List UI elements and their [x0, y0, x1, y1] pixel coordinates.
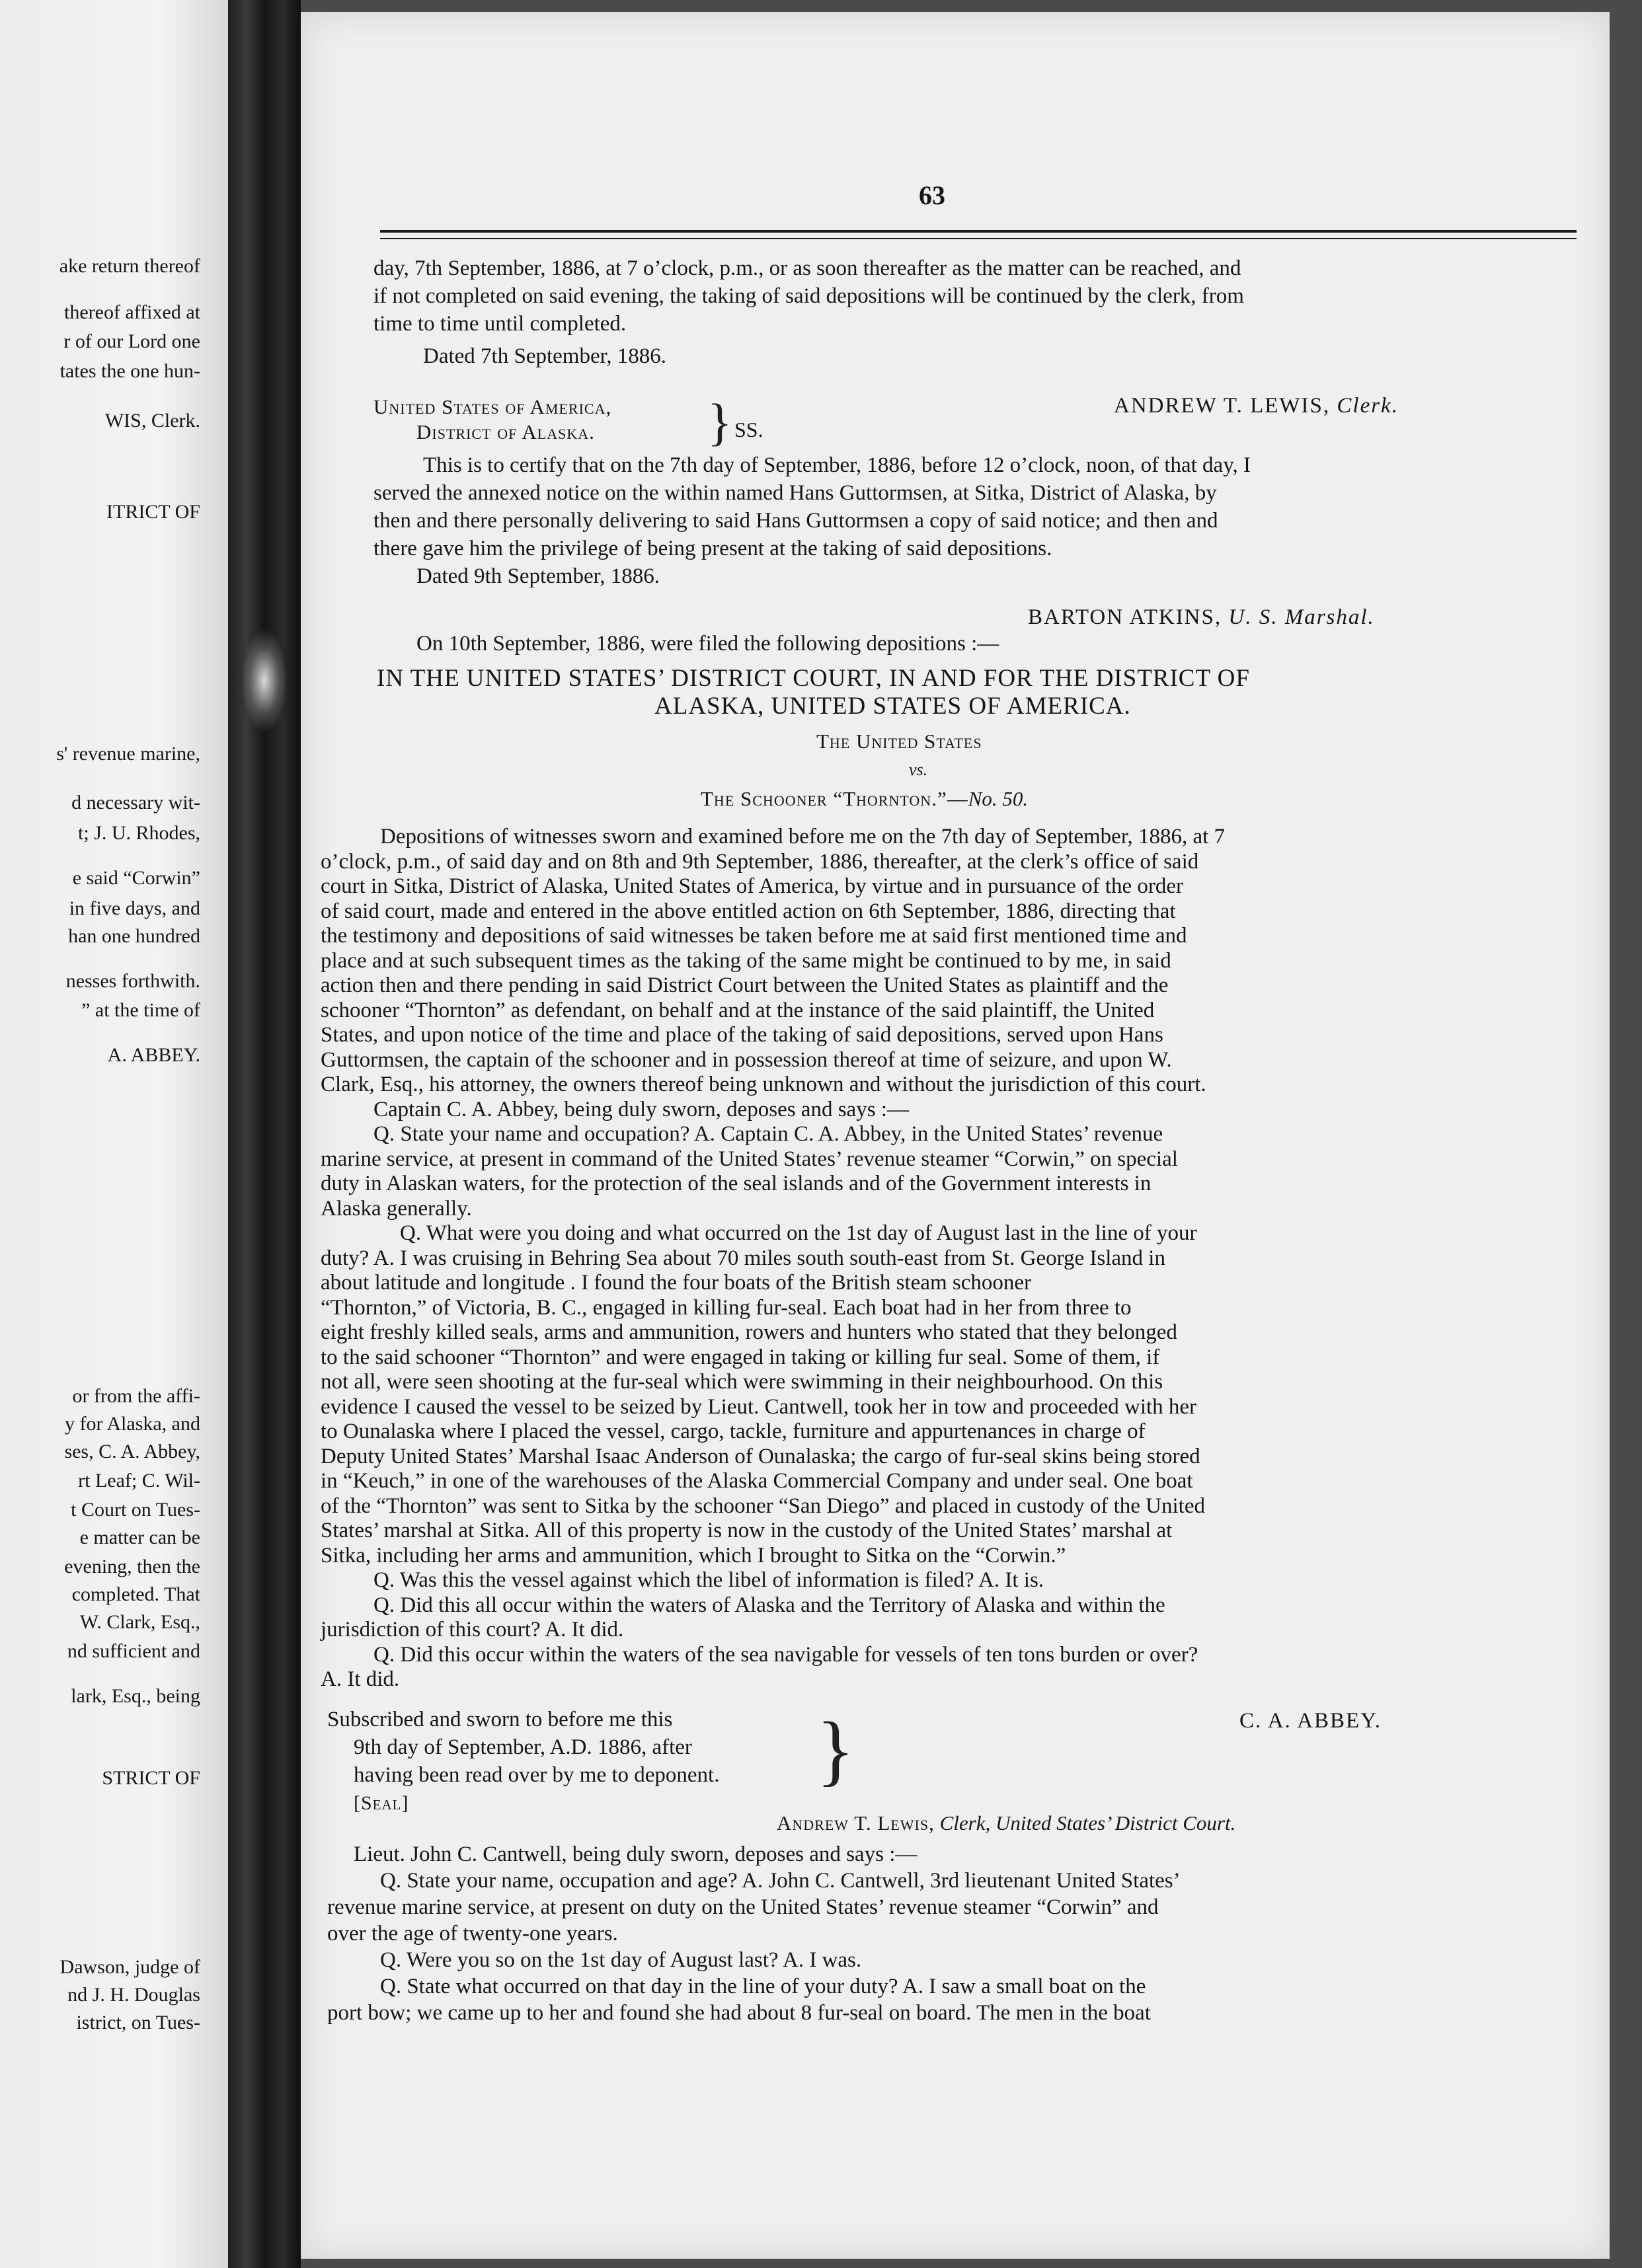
cantwell-line: Lieut. John C. Cantwell, being duly sworn, deposes and says :— — [354, 1842, 918, 1866]
abbey-signature: C. A. ABBEY. — [1239, 1709, 1382, 1733]
left-page-line: istrict, on Tues- — [76, 2012, 200, 2033]
left-page-line: WIS, Clerk. — [104, 410, 200, 432]
deposition-line: Sitka, including her arms and ammunition, which I brought to Sitka on the “Corwin.” — [321, 1543, 1066, 1568]
left-page-line: d necessary wit- — [71, 792, 200, 813]
deposition-line: action then and there pending in said District Court between the United States as plaintiff and the — [321, 973, 1169, 997]
dated-line: Dated 7th September, 1886. — [423, 344, 667, 368]
deposition-line: about latitude and longitude . I found the four boats of the British steam schooner — [321, 1271, 1032, 1295]
cantwell-line: Q. State your name, occupation and age? A. John C. Cantwell, 3rd lieutenant United States’ — [380, 1869, 1181, 1893]
certify-line: there gave him the privilege of being present at the taking of said depositions. — [373, 537, 1052, 560]
case-defendant: The Schooner “Thornton.”— — [701, 787, 968, 810]
intro-line: time to time until completed. — [373, 312, 627, 336]
page-number: 63 — [919, 180, 945, 210]
clerk-signature — [1114, 395, 1399, 417]
left-page-line: ake return thereof — [59, 255, 200, 277]
deposition-line: to Ounalaska where I placed the vessel, cargo, tackle, furniture and appurtenances in charge of — [321, 1419, 1146, 1443]
cantwell-line: over the age of twenty-one years. — [327, 1922, 618, 1946]
deposition-line: Depositions of witnesses sworn and examined before me on the 7th day of September, 1886, at 7 — [380, 825, 1226, 849]
deposition-line: Q. Was this the vessel against which the libel of information is filed? A. It is. — [373, 1568, 1044, 1592]
court-heading-line: IN THE UNITED STATES’ DISTRICT COURT, IN AND FOR THE DISTRICT OF — [377, 665, 1250, 692]
deposition-line: evidence I caused the vessel to be seized by Lieut. Cantwell, took her in tow and proceeded with her — [321, 1394, 1197, 1419]
case-plaintiff: The United States — [816, 730, 982, 753]
left-page-line: completed. That — [71, 1583, 200, 1605]
left-page-line: lark, Esq., being — [71, 1685, 200, 1707]
subscribed-line: 9th day of September, A.D. 1886, after — [354, 1735, 692, 1759]
deposition-line: A. It did. — [321, 1667, 400, 1691]
clerk-court-name: Andrew T. Lewis, — [777, 1811, 935, 1834]
deposition-line: of said court, made and entered in the above entitled action on 6th September, 1886, directing that — [321, 899, 1176, 923]
left-page-line: ITRICT OF — [106, 501, 200, 523]
certify-dated-line: Dated 9th September, 1886. — [416, 564, 660, 588]
deposition-line: in “Keuch,” in one of the warehouses of the Alaska Commercial Company and under seal. One boat — [321, 1469, 1193, 1493]
cantwell-line: port bow; we came up to her and found she had about 8 fur-seal on board. The men in the boat — [327, 2001, 1151, 2025]
left-page-line: t Court on Tues- — [71, 1499, 200, 1521]
certify-line: This is to certify that on the 7th day of September, 1886, before 12 o’clock, noon, of that day, I — [423, 453, 1251, 477]
left-page-line: Dawson, judge of — [59, 1956, 200, 1978]
deposition-line: the testimony and depositions of said witnesses be taken before me at said first mentioned time and — [321, 924, 1187, 948]
deposition-line: Deputy United States’ Marshal Isaac Anderson of Ounalaska; the cargo of fur-seal skins being stored — [321, 1444, 1200, 1468]
clerk-court-signature — [777, 1813, 1235, 1833]
left-page-line: nesses forthwith. — [65, 970, 200, 992]
left-page-line: e matter can be — [79, 1527, 200, 1548]
left-page-line: t; J. U. Rhodes, — [77, 822, 200, 844]
court-heading-line: ALASKA, UNITED STATES OF AMERICA. — [654, 693, 1131, 720]
marshal-signature — [1028, 607, 1375, 628]
left-page-line: y for Alaska, and — [65, 1413, 200, 1435]
case-vs: vs. — [909, 760, 928, 779]
seal-label: [Seal] — [354, 1792, 409, 1814]
left-page-line: A. ABBEY. — [107, 1044, 200, 1066]
deposition-line: o’clock, p.m., of said day and on 8th and 9th September, 1886, thereafter, at the clerk’s office of said — [321, 849, 1199, 874]
left-page-line: evening, then the — [64, 1556, 200, 1577]
deposition-line: Guttormsen, the captain of the schooner and in possession thereof at time of seizure, and upon W. — [321, 1047, 1172, 1072]
cantwell-line: Q. Were you so on the 1st day of August last? A. I was. — [380, 1948, 862, 1972]
deposition-line: eight freshly killed seals, arms and ammunition, rowers and hunters who stated that they belonged — [321, 1320, 1177, 1344]
deposition-line: Q. Did this occur within the waters of the sea navigable for vessels of ten tons burden or over? — [373, 1642, 1198, 1667]
deposition-line: court in Sitka, District of Alaska, United States of America, by virtue and in pursuance of the order — [321, 874, 1183, 898]
deposition-line: Q. Did this all occur within the waters of Alaska and the Territory of Alaska and within the — [373, 1593, 1165, 1617]
left-page-line: W. Clark, Esq., — [79, 1611, 200, 1633]
header-rule-bottom — [380, 238, 1577, 239]
previous-page — [0, 0, 228, 2268]
deposition-line: States, and upon notice of the time and place of the taking of said depositions, served upon Hans — [321, 1023, 1163, 1047]
header-rule-top — [380, 230, 1577, 233]
deposition-line: to the said schooner “Thornton” and were engaged in taking or killing fur seal. Some of them, if — [321, 1345, 1160, 1369]
deposition-line: marine service, at present in command of the United States’ revenue steamer “Corwin,” on special — [321, 1147, 1178, 1171]
deposition-line: duty in Alaskan waters, for the protection of the seal islands and of the Government interests in — [321, 1172, 1152, 1195]
left-page-line: ” at the time of — [81, 999, 200, 1021]
deposition-line: jurisdiction of this court? A. It did. — [321, 1618, 624, 1642]
subscribed-line: Subscribed and sworn to before me this — [327, 1708, 673, 1731]
subscribed-brace: } — [816, 1706, 855, 1794]
deposition-line: Q. State your name and occupation? A. Captain C. A. Abbey, in the United States’ revenue — [373, 1122, 1163, 1146]
left-page-line: r of our Lord one — [63, 330, 200, 352]
deposition-line: place and at such subsequent times as the taking of the same might be continued to by me, in said — [321, 948, 1171, 973]
cantwell-line: Q. State what occurred on that day in the line of your duty? A. I saw a small boat on the — [380, 1975, 1146, 1998]
certify-line: served the annexed notice on the within named Hans Guttormsen, at Sitka, District of Alaska, by — [373, 481, 1217, 505]
deposition-line: States’ marshal at Sitka. All of this property is now in the custody of the United States’ marshal at — [321, 1519, 1173, 1542]
deposition-line: Clark, Esq., his attorney, the owners thereof being unknown and without the jurisdiction of this court. — [321, 1073, 1206, 1096]
left-page-line: or from the affi- — [72, 1385, 200, 1407]
deposition-line: Alaska generally. — [321, 1196, 472, 1221]
left-page-line: nd J. H. Douglas — [67, 1984, 200, 2006]
deposition-line: duty? A. I was cruising in Behring Sea about 70 miles south south-east from St. George Island in — [321, 1246, 1165, 1270]
venue-country: United States of America, — [373, 395, 612, 418]
case-number: No. 50. — [968, 787, 1029, 810]
deposition-line: Captain C. A. Abbey, being duly sworn, deposes and says :— — [373, 1097, 909, 1121]
intro-line: day, 7th September, 1886, at 7 o’clock, p.m., or as soon thereafter as the matter can be reached, and — [373, 256, 1241, 280]
left-page-line: nd sufficient and — [67, 1640, 200, 1662]
marshal-name: BARTON ATKINS, — [1028, 605, 1222, 629]
left-page-line: thereof affixed at — [63, 301, 200, 323]
clerk-court-title: Clerk, United States’ District Court. — [939, 1811, 1236, 1834]
left-page-line: STRICT OF — [102, 1767, 200, 1789]
left-page-line: e said “Corwin” — [72, 867, 200, 889]
left-page-line: s' revenue marine, — [56, 743, 200, 765]
case-title — [701, 788, 1028, 809]
deposition-line: of the “Thornton” was sent to Sitka by the schooner “San Diego” and placed in custody of the United — [321, 1493, 1205, 1518]
clerk-title: Clerk. — [1337, 394, 1399, 418]
deposition-line: Q. What were you doing and what occurred on the 1st day of August last in the line of your — [400, 1221, 1197, 1245]
certify-line: then and there personally delivering to said Hans Guttormsen a copy of said notice; and then and — [373, 509, 1218, 533]
venue-district: District of Alaska. — [416, 420, 595, 443]
left-page-line: in five days, and — [69, 897, 200, 919]
deposition-line: not all, were seen shooting at the fur-seal which were swimming in their neighbourhood. On this — [321, 1370, 1163, 1394]
venue-brace: } — [707, 393, 732, 451]
left-page-line: han one hundred — [68, 925, 200, 947]
left-page-line: ses, C. A. Abbey, — [64, 1441, 200, 1462]
clerk-name: ANDREW T. LEWIS, — [1114, 394, 1331, 418]
left-page-line: rt Leaf; C. Wil- — [78, 1470, 200, 1492]
venue-ss: SS. — [734, 418, 763, 441]
book-gutter — [228, 0, 301, 2268]
deposition-line: schooner “Thornton” as defendant, on behalf and at the instance of the said plaintiff, the United — [321, 998, 1155, 1022]
deposition-line: “Thornton,” of Victoria, B. C., engaged in killing fur-seal. Each boat had in her from three to — [321, 1295, 1132, 1320]
intro-line: if not completed on said evening, the taking of said depositions will be continued by the clerk, from — [373, 284, 1244, 308]
left-page-line: tates the one hun- — [59, 360, 200, 382]
cantwell-line: revenue marine service, at present on duty on the United States’ revenue steamer “Corwin” and — [327, 1895, 1159, 1919]
subscribed-line: having been read over by me to deponent. — [354, 1763, 720, 1787]
current-page — [301, 12, 1610, 2259]
marshal-title: U. S. Marshal. — [1228, 605, 1375, 629]
filed-line: On 10th September, 1886, were filed the following depositions :— — [416, 632, 999, 656]
